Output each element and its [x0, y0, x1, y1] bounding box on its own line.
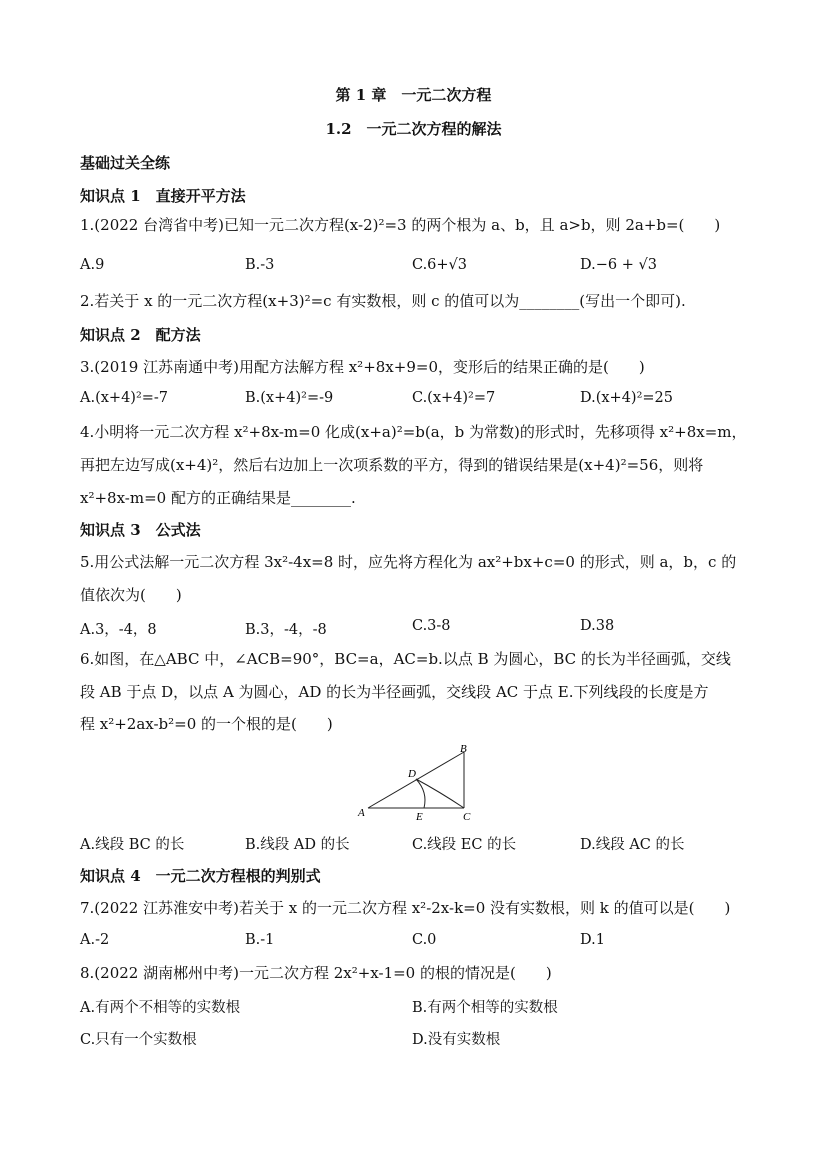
question-2-stem: 2.若关于 x 的一元二次方程(x+3)²=c 有实数根，则 c 的值可以为________(写出一个即可).: [80, 292, 686, 310]
q7-option-b: B.-1: [245, 932, 275, 948]
label-e: E: [416, 811, 423, 823]
q3-option-a: A.(x+4)²=-7: [80, 390, 169, 406]
arc-centered-b: [416, 779, 464, 808]
question-4-line-3: x²+8x-m=0 配方的正确结果是________.: [80, 489, 356, 507]
question-6-line-1: 6.如图，在△ABC 中，∠ACB=90°，BC=a，AC=b.以点 B 为圆心，BC 的长为半径画弧，交线: [80, 650, 731, 668]
knowledge-point-3: 知识点 3 公式法: [80, 521, 201, 539]
segment-ab: [368, 752, 464, 808]
q3-option-b: B.(x+4)²=-9: [245, 390, 334, 406]
question-7-stem: 7.(2022 江苏淮安中考)若关于 x 的一元二次方程 x²-2x-k=0 没有实数根，则 k 的值可以是( ): [80, 899, 731, 917]
q6-option-b: B.线段 AD 的长: [245, 837, 350, 853]
section-title: 1.2 一元二次方程的解法: [325, 120, 502, 138]
question-4-line-1: 4.小明将一元二次方程 x²+8x-m=0 化成(x+a)²=b(a，b 为常数)的形式时，先移项得 x²+8x=m，: [80, 423, 747, 441]
question-5-line-2: 值依次为( ): [80, 586, 182, 604]
knowledge-point-4: 知识点 4 一元二次方程根的判别式: [80, 867, 321, 885]
q8-option-a: A.有两个不相等的实数根: [80, 1000, 241, 1016]
q5-option-d: D.38: [580, 618, 615, 634]
q8-option-b: B.有两个相等的实数根: [412, 1000, 558, 1016]
question-6-line-2: 段 AB 于点 D，以点 A 为圆心，AD 的长为半径画弧，交线段 AC 于点 E.下列线段的长度是方: [80, 683, 709, 701]
q5-option-c: C.3-8: [412, 618, 451, 634]
question-4-line-2: 再把左边写成(x+4)²，然后右边加上一次项系数的平方，得到的错误结果是(x+4)²=56，则将: [80, 456, 704, 474]
q6-option-d: D.线段 AC 的长: [580, 837, 685, 853]
label-a: A: [358, 807, 365, 819]
label-b: B: [460, 743, 467, 755]
question-3-stem: 3.(2019 江苏南通中考)用配方法解方程 x²+8x+9=0，变形后的结果正确的是( ): [80, 358, 645, 376]
triangle-figure: [350, 740, 480, 825]
q7-option-a: A.-2: [80, 932, 110, 948]
level-heading: 基础过关全练: [80, 154, 171, 172]
q5-option-a: A.3，-4，8: [80, 622, 157, 638]
q7-option-d: D.1: [580, 932, 605, 948]
label-c: C: [463, 811, 471, 823]
q1-option-c: C.6+√3: [412, 257, 468, 273]
q8-option-c: C.只有一个实数根: [80, 1032, 197, 1048]
question-1-stem: 1.(2022 台湾省中考)已知一元二次方程(x-2)²=3 的两个根为 a、b，且 a>b，则 2a+b=( ): [80, 216, 721, 234]
q7-option-c: C.0: [412, 932, 437, 948]
q1-option-b: B.-3: [245, 257, 275, 273]
q3-option-d: D.(x+4)²=25: [580, 390, 673, 406]
question-8-stem: 8.(2022 湖南郴州中考)一元二次方程 2x²+x-1=0 的根的情况是( ): [80, 964, 552, 982]
q1-option-a: A.9: [80, 257, 105, 273]
q3-option-c: C.(x+4)²=7: [412, 390, 496, 406]
question-5-line-1: 5.用公式法解一元二次方程 3x²-4x=8 时，应先将方程化为 ax²+bx+c=0 的形式，则 a，b，c 的: [80, 553, 737, 571]
chapter-title: 第 1 章 一元二次方程: [335, 86, 492, 104]
q8-option-d: D.没有实数根: [412, 1032, 501, 1048]
knowledge-point-1: 知识点 1 直接开平方法: [80, 187, 246, 205]
question-6-line-3: 程 x²+2ax-b²=0 的一个根的是( ): [80, 715, 333, 733]
q5-option-b: B.3，-4，-8: [245, 622, 327, 638]
q6-option-a: A.线段 BC 的长: [80, 837, 185, 853]
knowledge-point-2: 知识点 2 配方法: [80, 326, 201, 344]
q1-option-d: D.−6 + √3: [580, 257, 657, 273]
q6-option-c: C.线段 EC 的长: [412, 837, 517, 853]
label-d: D: [408, 768, 416, 780]
